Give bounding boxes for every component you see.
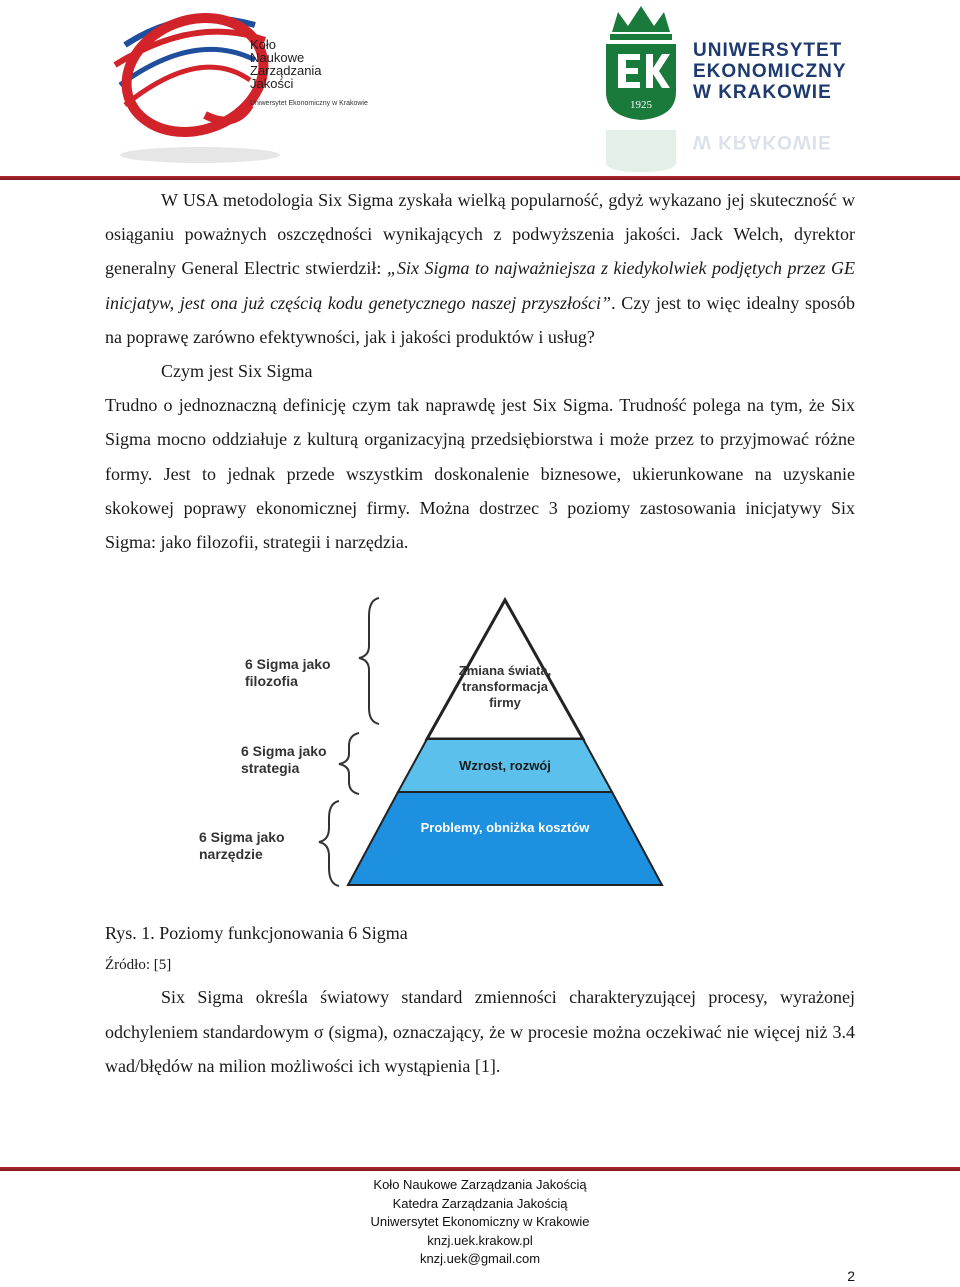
footer-university: Uniwersytet Ekonomiczny w Krakowie — [370, 1214, 590, 1229]
page-footer — [0, 1176, 960, 1269]
footer-org: Koło Naukowe Zarządzania Jakością — [373, 1177, 587, 1192]
kn-logo-line: Koło — [250, 37, 277, 52]
figure-caption: Rys. 1. Poziomy funkcjonowania 6 Sigma — [105, 923, 408, 944]
kn-logo-icon — [105, 5, 365, 165]
kn-logo-line: Naukowe — [250, 50, 305, 65]
level-top-label: Zmiana świata, transformacja firmy — [458, 663, 552, 711]
header-rule — [0, 176, 960, 180]
footer-email: knzj.uek@gmail.com — [419, 1251, 541, 1266]
uek-logo-line: UNIWERSYTET — [693, 40, 843, 61]
kn-logo-line: Zarządzania — [250, 63, 322, 78]
pyramid-level-bottom — [348, 792, 662, 885]
uek-logo-text — [693, 40, 847, 103]
brace-philosophy-icon — [359, 598, 379, 724]
brace-tool-icon — [319, 801, 339, 886]
uek-logo-line: W KRAKOWIE — [693, 82, 832, 103]
kn-logo-line: Jakości — [250, 76, 294, 91]
pyramid-figure — [105, 586, 855, 916]
uek-logo-reflection: W KRAKOWIE — [693, 131, 832, 152]
level-bottom-label: Problemy, obniżka kosztów — [420, 820, 590, 836]
uek-logo-line: EKONOMICZNY — [693, 61, 847, 82]
paragraph-standard: Six Sigma określa światowy standard zmienności charakteryzującej procesy, wyrażonej odchyleniem standardowym σ (sigma), oznaczający, że w procesie można oczekiwać nie więcej niż 3.4 wad/błędów na milion możliwości ich wystąpienia [1]. — [105, 987, 855, 1076]
kn-logo-text — [250, 38, 322, 90]
page-content — [105, 183, 855, 1083]
footer-rule — [0, 1167, 960, 1171]
paragraph-intro — [105, 183, 855, 354]
paragraph-definition: Trudno o jednoznaczną definicję czym tak naprawdę jest Six Sigma. Trudność polega na tym, że Six Sigma mocno oddziałuje z kulturą organizacyjną przedsiębiorstwa i może przez to przyjmować różne formy. Jest to jednak przede wszystkim doskonalenie biznesowe, ukierunkowane na uzyskanie skokowej poprawy ekonomicznej firmy. Można dostrzec 3 poziomy zastosowania inicjatywy Six Sigma: jako filozofii, strategii i narzędzia. — [105, 395, 855, 553]
level-middle-label: Wzrost, rozwój — [459, 758, 551, 774]
page-header — [0, 0, 960, 180]
page-number: 2 — [847, 1268, 855, 1284]
label-philosophy: 6 Sigma jako filozofia — [245, 656, 331, 690]
label-strategy: 6 Sigma jako strategia — [241, 743, 327, 777]
section-heading: Czym jest Six Sigma — [161, 361, 313, 382]
paragraph-text: W USA metodologia Six Sigma zyskała wielką popularność, gdyż wykazano jej skuteczność w osiąganiu poważnych oszczędności wynikających z podwyższenia jakości. Jack Welch, dyrektor generalny General Electric stwierdził: — [105, 190, 855, 279]
pyramid-diagram — [105, 586, 855, 916]
uek-year: 1925 — [630, 99, 652, 111]
welch-quote: „Six Sigma to najważniejsza z kiedykolwiek podjętych przez GE inicjatyw, jest ona już częścią kodu genetycznego naszej przyszłości” — [105, 258, 855, 313]
figure-source: Źródło: [5] — [105, 957, 172, 974]
kn-logo-subline: Uniwersytet Ekonomiczny w Krakowie — [250, 100, 368, 107]
label-tool: 6 Sigma jako narzędzie — [199, 829, 285, 863]
footer-department: Katedra Zarządzania Jakością — [392, 1195, 568, 1211]
footer-website: knzj.uek.krakow.pl — [427, 1232, 533, 1248]
uek-emblem-icon — [600, 2, 682, 172]
paragraph-text: . Czy jest to więc idealny sposób na poprawę zarówno efektywności, jak i jakości produktów i usług? — [105, 292, 855, 347]
